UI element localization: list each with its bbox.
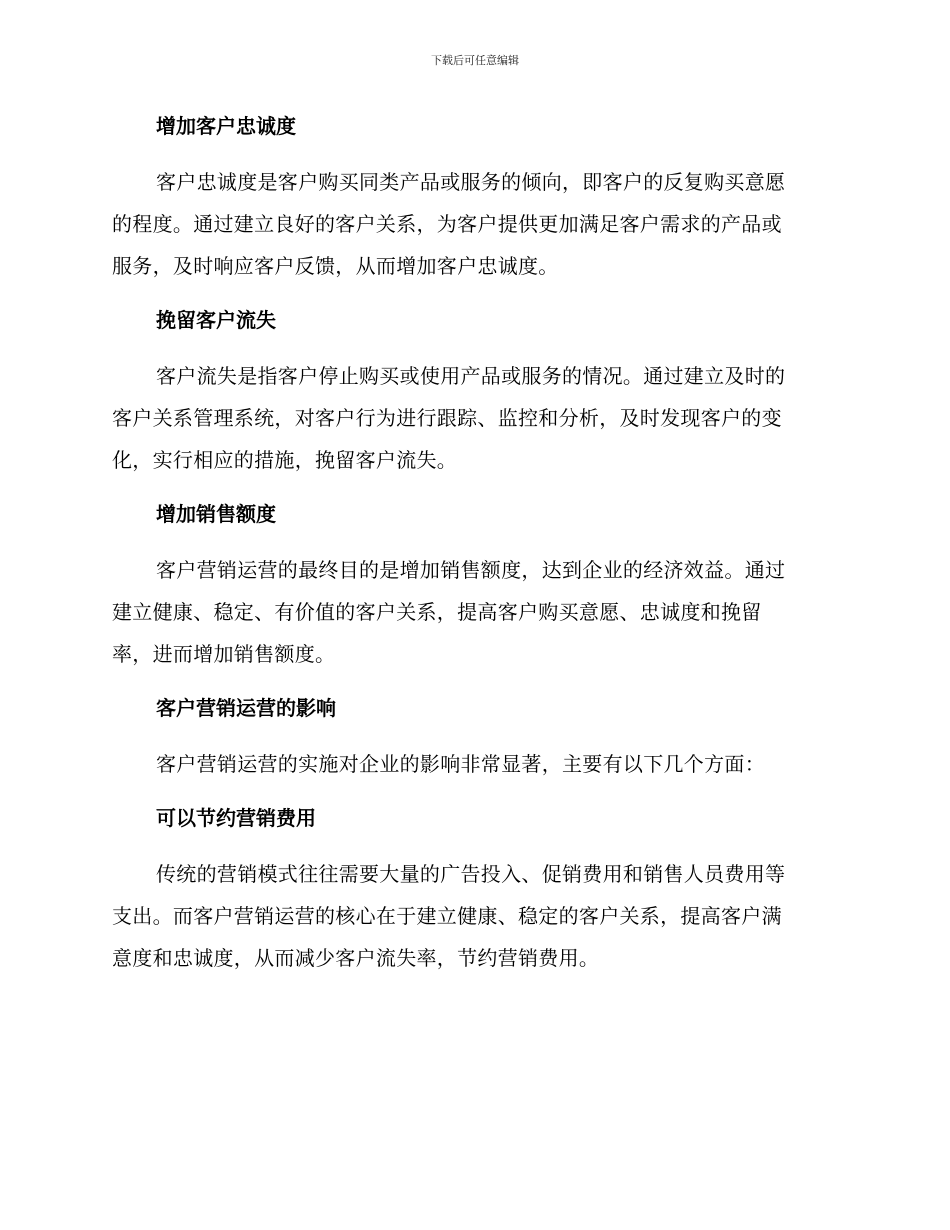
paragraph: [112, 161, 832, 287]
paragraph-line: 支出。而客户营销运营的核心在于建立健康、稳定的客户关系，提高客户满: [112, 904, 782, 928]
paragraph-line: 意度和忠诚度，从而减少客户流失率，节约营销费用。: [112, 946, 600, 970]
paragraph: [112, 549, 832, 675]
paragraph-line: 率，进而增加销售额度。: [112, 642, 336, 666]
paragraph-line: 客户忠诚度是客户购买同类产品或服务的倾向，即客户的反复购买意愿: [156, 170, 786, 194]
paragraph-line: 服务，及时响应客户反馈，从而增加客户忠诚度。: [112, 254, 559, 278]
paragraph-line: 客户关系管理系统，对客户行为进行跟踪、监控和分析，及时发现客户的变: [112, 406, 782, 430]
paragraph: [112, 743, 832, 785]
section-heading: 增加客户忠诚度: [156, 114, 296, 138]
paragraph-line: 传统的营销模式往往需要大量的广告投入、促销费用和销售人员费用等: [156, 862, 786, 886]
section-retain-customers: [112, 305, 832, 499]
section-marketing-impact: [112, 693, 832, 803]
paragraph-line: 建立健康、稳定、有价值的客户关系，提高客户购买意愿、忠诚度和挽留: [112, 600, 762, 624]
document-body: [112, 111, 832, 979]
paragraph-line: 客户营销运营的最终目的是增加销售额度，达到企业的经济效益。通过: [156, 558, 786, 582]
section-heading: 可以节约营销费用: [156, 806, 316, 830]
section-heading: 增加销售额度: [156, 502, 276, 526]
paragraph: [112, 853, 832, 979]
paragraph-line: 客户流失是指客户停止购买或使用产品或服务的情况。通过建立及时的: [156, 364, 786, 388]
section-save-marketing-cost: [112, 803, 832, 979]
section-customer-loyalty: [112, 111, 832, 305]
section-heading: 客户营销运营的影响: [156, 696, 336, 720]
section-increase-sales: [112, 499, 832, 693]
paragraph-line: 客户营销运营的实施对企业的影响非常显著，主要有以下几个方面：: [156, 752, 765, 776]
page-header: 下载后可任意编辑: [431, 54, 519, 67]
paragraph: [112, 355, 832, 481]
paragraph-line: 化，实行相应的措施，挽留客户流失。: [112, 448, 458, 472]
section-heading: 挽留客户流失: [156, 308, 276, 332]
paragraph-line: 的程度。通过建立良好的客户关系，为客户提供更加满足客户需求的产品或: [112, 212, 782, 236]
